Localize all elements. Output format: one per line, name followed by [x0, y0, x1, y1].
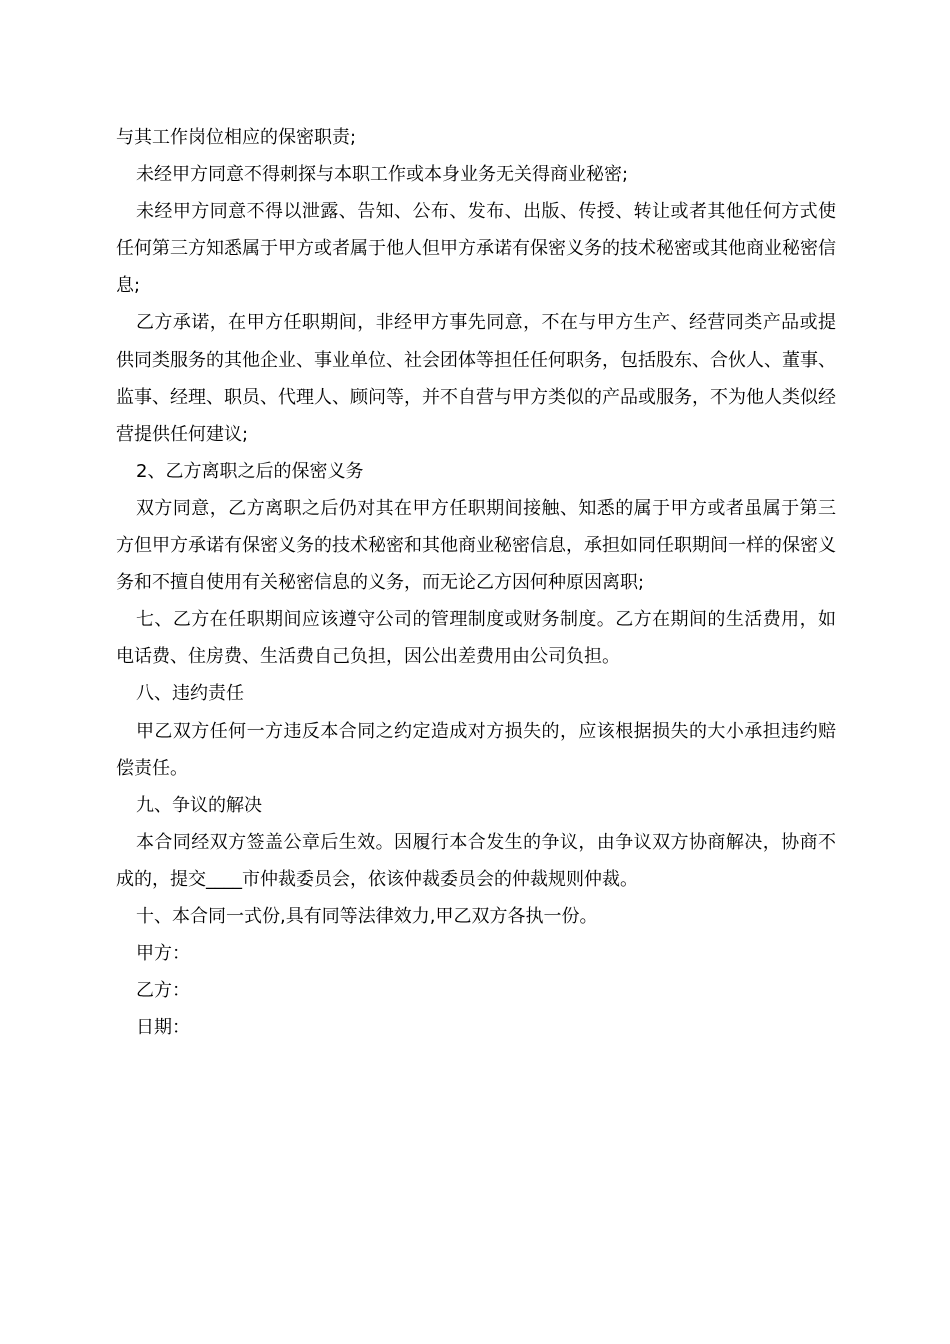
paragraph-breach-liability: 甲乙双方任何一方违反本合同之约定造成对方损失的，应该根据损失的大小承担违约赔偿责任。 — [116, 720, 836, 779]
paragraph-non-compete: 乙方承诺，在甲方任职期间，非经甲方事先同意，不在与甲方生产、经营同类产品或提供同类服务的其他企业、事业单位、社会团体等担任任何职务，包括股东、合伙人、董事、监事、经理、职员、代理人、顾问等，并不自营与甲方类似的产品或服务，不为他人类似经营提供任何建议; — [116, 312, 836, 445]
signature-party-b: 乙方： — [136, 980, 190, 1002]
paragraph-no-probing: 未经甲方同意不得刺探与本职工作或本身业务无关得商业秘密; — [136, 164, 629, 186]
section-heading-dispute: 九、争议的解决 — [136, 794, 262, 816]
section-heading-breach: 八、违约责任 — [136, 683, 244, 705]
paragraph-section-7: 七、乙方在任职期间应该遵守公司的管理制度或财务制度。乙方在期间的生活费用，如电话费、住房费、生活费自己负担，因公出差费用由公司负担。 — [116, 609, 836, 668]
paragraph-dispute-resolution: 本合同经双方签盖公章后生效。因履行本合发生的争议，由争议双方协商解决，协商不成的，提交____市仲裁委员会，依该仲裁委员会的仲裁规则仲裁。 — [116, 831, 836, 890]
paragraph-duty-continuation: 与其工作岗位相应的保密职责; — [116, 127, 357, 148]
section-heading-post-employment: 2、乙方离职之后的保密义务 — [136, 460, 364, 482]
signature-party-a: 甲方： — [136, 943, 190, 965]
signature-date: 日期： — [136, 1017, 190, 1039]
document-body — [116, 119, 836, 1046]
paragraph-section-10: 十、本合同一式份,具有同等法律效力,甲乙双方各执一份。 — [136, 905, 598, 927]
paragraph-no-disclosure: 未经甲方同意不得以泄露、告知、公布、发布、出版、传授、转让或者其他任何方式使任何第三方知悉属于甲方或者属于他人但甲方承诺有保密义务的技术秘密或其他商业秘密信息; — [116, 201, 836, 297]
paragraph-post-employment-duty: 双方同意，乙方离职之后仍对其在甲方任职期间接触、知悉的属于甲方或者虽属于第三方但甲方承诺有保密义务的技术秘密和其他商业秘密信息，承担如同任职期间一样的保密义务和不擅自使用有关秘密信息的义务，而无论乙方因何种原因离职; — [116, 497, 836, 594]
